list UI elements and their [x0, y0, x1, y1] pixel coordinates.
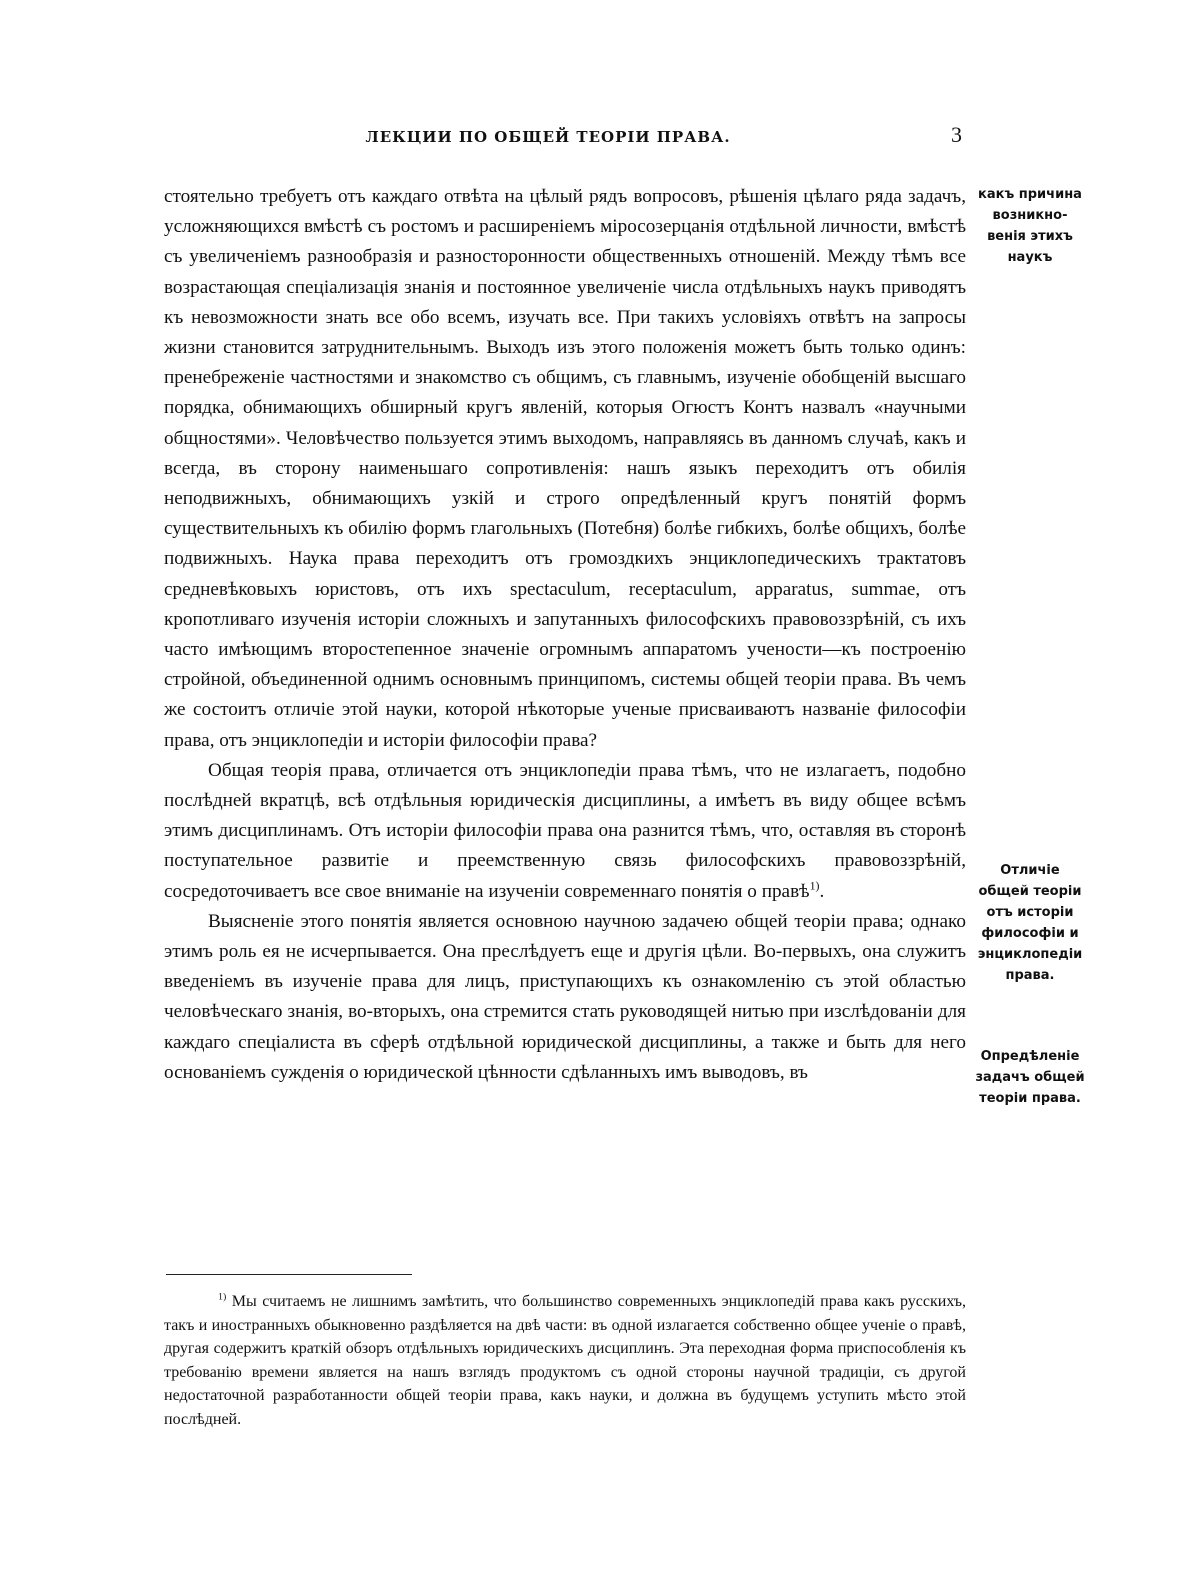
margin-note-line: задачъ общей [975, 1070, 1085, 1085]
footnote-mark: 1) [218, 1291, 227, 1303]
margin-note-tasks [968, 1046, 1092, 1109]
page-number: 3 [951, 122, 962, 147]
margin-note-line: философіи и [981, 926, 1079, 941]
running-head [168, 122, 968, 156]
paragraph-2-text: Общая теорія права, отличается отъ энциклопедіи права тѣмъ, что не излагаетъ, подобно послѣдней вкратцѣ, всѣ отдѣльныя юридическія дисциплины, а имѣетъ въ виду общее всѣмъ этимъ дисциплинамъ. Отъ исторіи философіи права она разнится тѣмъ, что, оставляя въ сторонѣ поступательное развитіе и преемственную связь философскихъ правовоззрѣній, сосредоточиваетъ все свое вниманіе на изученіи современнаго понятія о правѣ [164, 759, 966, 902]
footnote-text: Мы считаемъ не лишнимъ замѣтить, что большинство современныхъ энциклопедій права какъ русскихъ, такъ и иностранныхъ обыкновенно раздѣляется на двѣ части: въ одной излагается собственно общее ученіе о правѣ, другая содержитъ краткій обзоръ отдѣльныхъ юридическихъ дисциплинъ. Эта переходная форма приспособленія къ требованію времени является на нашъ взглядъ продуктомъ съ одной стороны научной традиціи, съ другой недостаточной разработанности общей теоріи права, какъ науки, и должна въ будущемъ уступить мѣсто этой послѣдней. [164, 1293, 966, 1428]
margin-note-line: общей теоріи [978, 884, 1082, 899]
margin-note-line: возникно- [992, 208, 1068, 223]
margin-note-line: Отличіе [1000, 863, 1060, 878]
footnote [164, 1290, 966, 1431]
margin-note-line: какъ причина [978, 187, 1082, 202]
margin-note-line: отъ исторіи [986, 905, 1074, 920]
footnote-separator [166, 1274, 412, 1275]
main-text [164, 182, 966, 1088]
margin-note-line: Опредѣленіе [980, 1049, 1080, 1064]
paragraph-2-end: . [819, 880, 825, 902]
margin-note-line: энциклопедіи [977, 947, 1083, 962]
paragraph-1: стоятельно требуетъ отъ каждаго отвѣта на цѣлый рядъ вопросовъ, рѣшенія цѣлаго ряда задачъ, усложняющихся вмѣстѣ съ ростомъ и расширеніемъ міросозерцанія отдѣльной личности, вмѣстѣ съ увеличеніемъ разнообразія и разносторонности общественныхъ отношеній. Между тѣмъ все возрастающая спеціализація знанія и постоянное увеличеніе числа отдѣльныхъ наукъ приводятъ къ невозможности знать все обо всемъ, изучать все. При такихъ условіяхъ отвѣтъ на запросы жизни становится затруднительнымъ. Выходъ изъ этого положенія можетъ быть только одинъ: пренебреженіе частностями и знакомство съ общимъ, съ главнымъ, изученіе обобщеній высшаго порядка, обнимающихъ обширный кругъ явленій, которыя Огюстъ Контъ назвалъ «научными общностями». Человѣчество пользуется этимъ выходомъ, направляясь въ данномъ случаѣ, какъ и всегда, въ сторону наименьшаго сопротивленія: нашъ языкъ переходитъ отъ обилія неподвижныхъ, обнимающихъ узкій и строго опредѣленный кругъ понятій формъ существительныхъ къ обилію формъ глагольныхъ (Потебня) болѣе гибкихъ, болѣе общихъ, болѣе подвижныхъ. Наука права переходитъ отъ громоздкихъ энциклопедическихъ трактатовъ средневѣковыхъ юристовъ, отъ ихъ spectaculum, receptaculum, apparatus, summae, отъ кропотливаго изученія исторіи сложныхъ и запутанныхъ философскихъ правовоззрѣній, съ ихъ часто имѣющимъ второстепенное значеніе огромнымъ аппаратомъ учености—къ построенію стройной, объединенной однимъ основнымъ принципомъ, системы общей теоріи права. Въ чемъ же состоитъ отличіе этой науки, которой нѣкоторые ученые присваиваютъ названіе философіи права, отъ энциклопедіи и исторіи философіи права? [164, 186, 966, 751]
footnote-reference: 1) [809, 878, 820, 893]
paragraph-2 [164, 756, 966, 907]
paragraph-3: Выясненіе этого понятія является основною научною задачею общей теоріи права; однако этимъ роль ея не исчерпывается. Она преслѣдуетъ еще и другія цѣли. Во-первыхъ, она служитъ введеніемъ въ изученіе права для лицъ, приступающихъ къ ознакомленію съ этой областью человѣческаго знанія, во-вторыхъ, она стремится стать руководящей нитью при изслѣдованіи для каждаго спеціалиста въ сферѣ отдѣльной юридической дисциплины, а также и быть для него основаніемъ сужденія о юридической цѣнности сдѣланныхъ имъ выводовъ, въ [164, 910, 966, 1083]
margin-note-line: теоріи права. [979, 1091, 1081, 1106]
margin-note-line: венія этихъ [987, 229, 1073, 244]
margin-note-origin [968, 184, 1092, 268]
margin-note-line: наукъ [1007, 250, 1053, 265]
running-title: ЛЕКЦИИ ПО ОБЩЕЙ ТЕОРІИ ПРАВА. [365, 128, 731, 146]
margin-note-line: права. [1005, 968, 1055, 983]
margin-note-distinction [968, 860, 1092, 986]
